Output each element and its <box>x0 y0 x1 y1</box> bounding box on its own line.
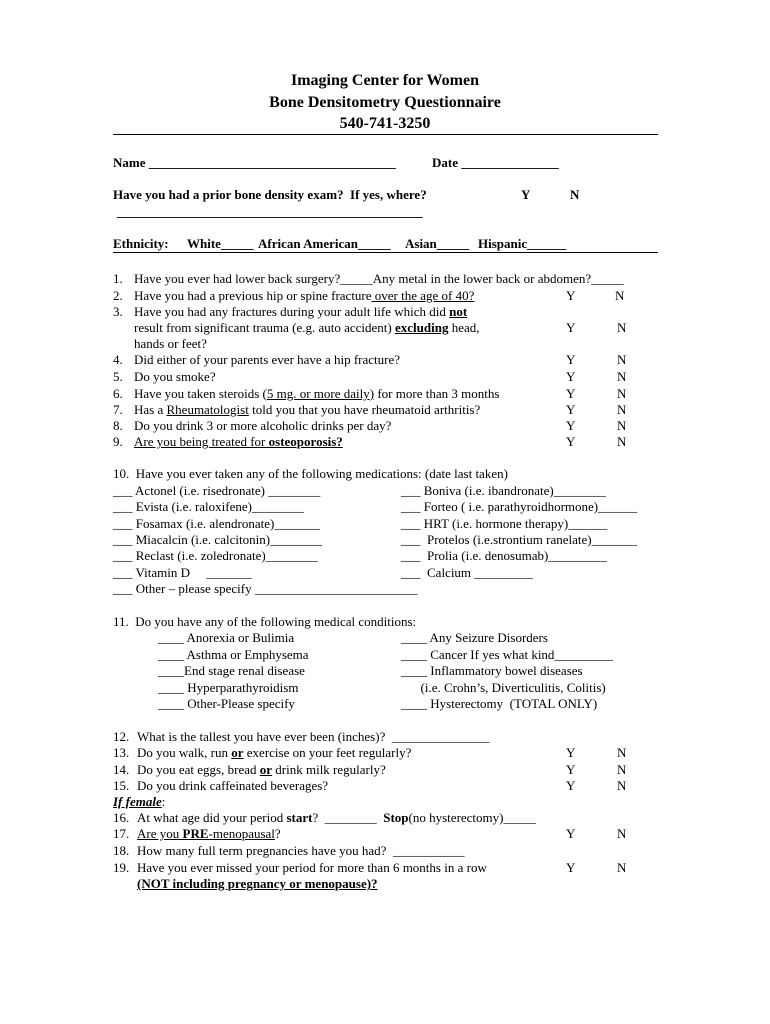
q10-med-prolia[interactable]: ___ Prolia (i.e. denosumab)_________ <box>401 548 607 563</box>
ethnicity-divider <box>113 252 658 253</box>
q7-text-c: told you that you have rheumatoid arthritis? <box>248 402 481 417</box>
q9-no[interactable]: N <box>617 434 627 449</box>
q16-text-start: start <box>286 810 313 825</box>
q11-cond-asthma[interactable]: ____ Asthma or Emphysema <box>158 647 309 662</box>
ethnicity-asian[interactable]: Asian_____ <box>405 236 470 251</box>
ethnicity-label: Ethnicity: <box>113 236 169 251</box>
q19-text: Have you ever missed your period for more than 6 months in a row <box>137 860 487 875</box>
ethnicity-white[interactable]: White_____ <box>187 236 254 251</box>
q6-text-a: Have you taken steroids ( <box>134 386 267 401</box>
q1-text[interactable]: Have you ever had lower back surgery?_____Any metal in the lower back or abdomen?_____ <box>134 271 624 286</box>
q10-med-hrt[interactable]: ___ HRT (i.e. hormone therapy)______ <box>401 516 608 531</box>
q15-yes[interactable]: Y <box>566 778 576 793</box>
if-female-colon: : <box>161 794 166 809</box>
q16-text[interactable] <box>137 810 536 826</box>
q8-yes[interactable]: Y <box>566 418 576 433</box>
q5-number: 5. <box>113 369 123 384</box>
q17-text-d: ? <box>274 826 281 841</box>
q2-yes[interactable]: Y <box>566 288 576 303</box>
q10-med-forteo[interactable]: ___ Forteo ( i.e. parathyroidhormone)______ <box>401 499 638 514</box>
prior-exam-yes[interactable]: Y <box>521 187 531 202</box>
q11-cond-ibd-examples: (i.e. Crohn’s, Diverticulitis, Colitis) <box>401 680 606 695</box>
q15-text: Do you drink caffeinated beverages? <box>137 778 329 793</box>
q3-text-line1 <box>134 304 467 320</box>
q10-med-actonel[interactable]: ___ Actonel (i.e. risedronate) ________ <box>113 483 321 498</box>
date-field[interactable]: Date _______________ <box>432 155 559 170</box>
q14-yes[interactable]: Y <box>566 762 576 777</box>
q19-number: 19. <box>113 860 130 875</box>
q17-text <box>137 826 281 842</box>
q14-number: 14. <box>113 762 130 777</box>
q12-number: 12. <box>113 729 130 744</box>
q3-text-c: result from significant trauma (e.g. auto accident) <box>134 320 395 335</box>
q4-no[interactable]: N <box>617 352 627 367</box>
q14-text-c: drink milk regularly? <box>272 762 386 777</box>
q7-number: 7. <box>113 402 123 417</box>
q14-text-a: Do you eat eggs, bread <box>137 762 260 777</box>
q10-med-reclast[interactable]: ___ Reclast (i.e. zoledronate)________ <box>113 548 318 563</box>
q7-text-a: Has a <box>134 402 167 417</box>
q14-text <box>137 762 386 778</box>
if-female-label: If female <box>113 794 162 809</box>
q17-yes[interactable]: Y <box>566 826 576 841</box>
ethnicity-hispanic[interactable]: Hispanic______ <box>478 236 567 251</box>
if-female-heading <box>113 794 165 810</box>
q19-note: (NOT including pregnancy or menopause)? <box>137 876 378 891</box>
q11-cond-other[interactable]: ____ Other-Please specify <box>158 696 295 711</box>
q3-text-not: not <box>449 304 468 319</box>
q12-text[interactable]: What is the tallest you have ever been (inches)? _______________ <box>137 729 490 744</box>
q13-text <box>137 745 411 761</box>
q6-number: 6. <box>113 386 123 401</box>
q1-number: 1. <box>113 271 123 286</box>
q3-no[interactable]: N <box>617 320 627 335</box>
q11-title: 11. Do you have any of the following medical conditions: <box>113 614 417 629</box>
q10-med-evista[interactable]: ___ Evista (i.e. raloxifene)________ <box>113 499 304 514</box>
q16-number: 16. <box>113 810 130 825</box>
q13-text-a: Do you walk, run <box>137 745 232 760</box>
q4-yes[interactable]: Y <box>566 352 576 367</box>
q8-no[interactable]: N <box>617 418 627 433</box>
q7-text <box>134 402 480 418</box>
q13-no[interactable]: N <box>617 745 627 760</box>
q3-text-line2 <box>134 320 480 336</box>
q6-text-c: for more than 3 months <box>374 386 500 401</box>
q2-text-a: Have you had a previous hip or spine fracture <box>134 288 372 303</box>
q9-text-b: osteoporosis? <box>268 434 343 449</box>
q9-text <box>134 434 343 450</box>
q11-cond-hysterectomy[interactable]: ____ Hysterectomy (TOTAL ONLY) <box>401 696 598 711</box>
q3-text-a: Have you had any fractures during your adult life which did <box>134 304 450 319</box>
name-field[interactable]: Name ______________________________________ <box>113 155 396 170</box>
q13-text-or: or <box>231 745 244 760</box>
q13-yes[interactable]: Y <box>566 745 576 760</box>
prior-exam-no[interactable]: N <box>570 187 580 202</box>
q15-number: 15. <box>113 778 130 793</box>
q3-text-e: head, <box>448 320 480 335</box>
q9-number: 9. <box>113 434 123 449</box>
q14-no[interactable]: N <box>617 762 627 777</box>
q5-no[interactable]: N <box>617 369 627 384</box>
q15-no[interactable]: N <box>617 778 627 793</box>
q2-text-b: over the age of 40? <box>371 288 475 303</box>
q10-med-other[interactable]: ___ Other – please specify _________________________ <box>113 581 418 596</box>
q9-text-a: Are you being treated for <box>134 434 269 449</box>
q7-text-b: Rheumatologist <box>166 402 249 417</box>
q3-text-excluding: excluding <box>394 320 449 335</box>
q11-cond-cancer[interactable]: ____ Cancer If yes what kind_________ <box>401 647 613 662</box>
q11-cond-anorexia[interactable]: ____ Anorexia or Bulimia <box>158 630 295 645</box>
q13-number: 13. <box>113 745 130 760</box>
phone-number: 540-741-3250 <box>339 115 431 132</box>
center-title: Imaging Center for Women <box>291 72 479 89</box>
q6-no[interactable]: N <box>617 386 627 401</box>
q9-yes[interactable]: Y <box>566 434 576 449</box>
q10-med-miacalcin[interactable]: ___ Miacalcin (i.e. calcitonin)________ <box>113 532 323 547</box>
q8-number: 8. <box>113 418 123 433</box>
q10-med-boniva[interactable]: ___ Boniva (i.e. ibandronate)________ <box>401 483 606 498</box>
q6-text-b: 5 mg. or more daily) <box>266 386 375 401</box>
q19-yes[interactable]: Y <box>566 860 576 875</box>
q10-med-fosamax[interactable]: ___ Fosamax (i.e. alendronate)_______ <box>113 516 320 531</box>
header-divider <box>113 134 658 135</box>
q17-text-pre: PRE <box>182 826 209 841</box>
q11-cond-hyperparathyroidism[interactable]: ____ Hyperparathyroidism <box>158 680 299 695</box>
q16-text-e: (no hysterectomy)_____ <box>408 810 536 825</box>
q2-no[interactable]: N <box>615 288 625 303</box>
q10-med-calcium[interactable]: ___ Calcium _________ <box>401 565 533 580</box>
q17-text-a: Are you <box>137 826 183 841</box>
q17-no[interactable]: N <box>617 826 627 841</box>
q7-no[interactable]: N <box>617 402 627 417</box>
q3-number: 3. <box>113 304 123 319</box>
q6-text <box>134 386 499 402</box>
q16-text-stop: Stop <box>383 810 409 825</box>
form-title: Bone Densitometry Questionnaire <box>269 94 501 111</box>
q5-text: Do you smoke? <box>134 369 216 384</box>
q6-yes[interactable]: Y <box>566 386 576 401</box>
q11-cond-seizure[interactable]: ____ Any Seizure Disorders <box>401 630 548 645</box>
q3-yes[interactable]: Y <box>566 320 576 335</box>
q10-med-protelos[interactable]: ___ Protelos (i.e.strontium ranelate)_______ <box>401 532 638 547</box>
q8-text: Do you drink 3 or more alcoholic drinks per day? <box>134 418 392 433</box>
q2-text <box>134 288 474 304</box>
q18-text[interactable]: How many full term pregnancies have you had? ___________ <box>137 843 465 858</box>
q17-text-c: -menopausal <box>208 826 275 841</box>
q10-title: 10. Have you ever taken any of the following medications: (date last taken) <box>113 466 508 481</box>
q2-number: 2. <box>113 288 123 303</box>
q17-number: 17. <box>113 826 130 841</box>
q18-number: 18. <box>113 843 130 858</box>
q4-text: Did either of your parents ever have a hip fracture? <box>134 352 401 367</box>
q3-text-line3: hands or feet? <box>134 336 207 351</box>
q5-yes[interactable]: Y <box>566 369 576 384</box>
q11-cond-renal[interactable]: ____End stage renal disease <box>158 663 305 678</box>
q7-yes[interactable]: Y <box>566 402 576 417</box>
q16-text-a: At what age did your period <box>137 810 287 825</box>
prior-exam-question: Have you had a prior bone density exam? If yes, where? <box>113 187 427 202</box>
q19-no[interactable]: N <box>617 860 627 875</box>
q16-text-c: ? ________ <box>312 810 384 825</box>
q10-med-vitamin-d[interactable]: ___ Vitamin D _______ <box>113 565 252 580</box>
prior-exam-where-field[interactable]: _______________________________________________ <box>117 204 423 219</box>
q14-text-or: or <box>259 762 273 777</box>
q13-text-c: exercise on your feet regularly? <box>243 745 412 760</box>
q4-number: 4. <box>113 352 123 367</box>
ethnicity-african-american[interactable]: African American_____ <box>258 236 391 251</box>
q11-cond-ibd[interactable]: ____ Inflammatory bowel diseases <box>401 663 583 678</box>
